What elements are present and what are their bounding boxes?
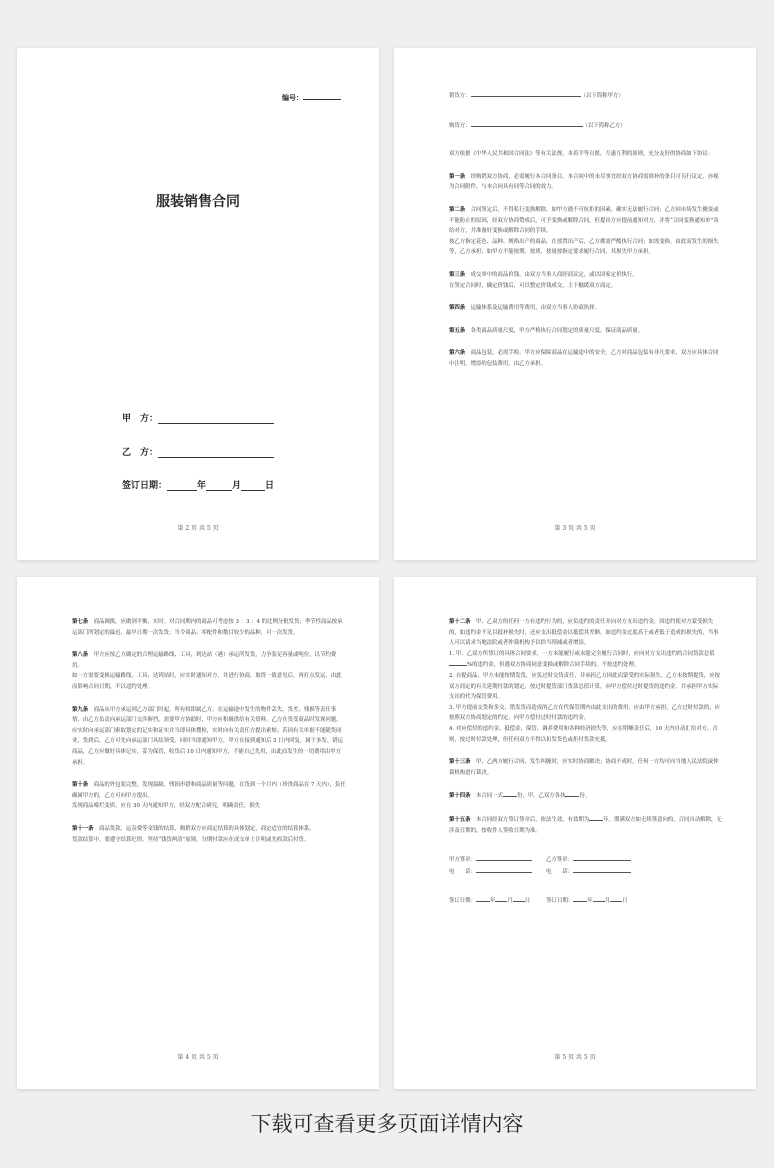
article-2-cont: 按乙方指定花色、品种、规格出产的商品，在放置出产后，乙方都需严酷执行合同；如需变换，由此而发生的损失等，乙方承担；如甲方不能按期、按质、按量按指定要求履行合同，其损失甲方承担。 [449,238,719,256]
article-11-cont: 货款结算中，要遵守结算纪律，坚持“钱货两清”原则，分期付款应在成交单上注明或先收款后付货。 [72,836,310,843]
cover-page [17,48,379,560]
intro-paragraph: 双方依据《中华人民共和国合同法》等有关法规，本着平等自愿，互惠互利的原则，充分友好的协商如下协议： [449,151,714,158]
contract-number-line [303,93,341,100]
party-b-row [122,445,274,458]
article-8: 第八条 甲方应按乙方确定的合理运输路线、工具，到达站（港）承运所发货，力争装足容量或吨位，以节约费用。 [72,652,337,669]
article-12-item-4: 4. 对应偿付的违约金、抵偿金、保管、调养费用和各种经济损失等，应在明晰责任后，10 天内自动汇给对方，否则，按过时付款处理，但任何双方不得以扣发货色或拒付货款充抵。 [449,725,718,743]
party-a-row [122,411,274,424]
page-footer: 第 4 页 共 5 页 [177,1054,219,1061]
party-b-line [158,449,274,458]
year-label: 年 [197,481,207,491]
phone-row: 电 话： 电 话： [449,866,723,878]
article-8-cont: 如一方需要变换运输路线、工具、达到站时，应实时通知对方，并进行协商，取得一致意见后，再打点发运，由此而影响合同日期，不以违约处理。 [72,673,342,690]
party-a-line [158,415,274,424]
article-7: 第七条 商品调拨，应做到平衡、实时。对合同期内的商品可考虑按 3 ：3 ：4 的比例分批发货；季节性商品按承运部门所划定的最迟、最早日期一次发货；当令商品、零配件和数目较少的品种，可一次发货。 [72,619,343,636]
page-5-body [449,617,723,919]
party-a-label: 甲 方： [122,414,159,424]
sign-date-row [122,478,274,491]
article-13: 第十三条 甲、乙两方履行合同，发生纠缠时，应实时协商解决；协商不成时，任何一方均可向当地人民法院或仲裁机构进行裁决。 [449,759,719,776]
article-10-cont: 发现商品霉烂变质，应在 30 天内通知甲方，经双方配合研究，明确责任，损失 [72,803,261,810]
download-caption: 下载可查看更多页面详情内容 [250,1112,524,1136]
contract-number-label: 编号： [282,93,303,102]
article-9: 第九条 商品从甲方承运到乙方部门时起，所有权即属乙方。在运输途中发生的物件丢失、货差、残损等责任事情，由乙方负责向承运部门交涉摒挡，需要甲方协助时，甲方应积极供给有关资料。乙方在货受商品时发现问题，应实时向承运部门索取划定的记实和证实并当即具体搜检，实时向有关责任方提出索赔；若因有关单据不能随货同业，货到后，乙方可先向承运部门具结领受，同时当即通知甲方，甲方在接到通知后 5 日内回复，属于多发、错运商品，乙方应做好具体记实，妥为保管，收货后 10 日内通知甲方，不能自己先用，由此而发生的一切费用由甲方承担。 [72,706,343,766]
page-footer: 第 3 页 共 5 页 [554,525,596,532]
contract-page-4 [17,577,379,1089]
party-b-label: 乙 方： [122,448,159,458]
page-footer: 第 5 页 共 5 页 [554,1054,596,1061]
article-12-item-2: 2. 自提商品，甲方未能按期发货，应负过时交货责任，并承担乙方因此而蒙受的实际损失。乙方未按期提货，应按双方商定的有关延期付款的划定，按过时提货部门货款总值计算，向甲方偿付过时提货的违约金，并承担甲方实际支出的代为保管费用。 [449,672,720,701]
article-4: 第四条 运输体系及运输费用等费用，由双方当事人协商执择。 [449,305,600,312]
date-row: 签订日期： 年 月 日 签订日期： 年 月 日 [449,895,723,907]
article-14: 第十四条 本合同一式 份，甲、乙双方各执 份。 [449,790,723,802]
day-label: 日 [265,481,275,491]
article-10: 第十条 商品的外包装完整，发现溢缺、残损串错和商品质量等问题，在货到一个月内（珍贵商品在 7 天内），负任确属甲方的，乙方可向甲方提出。 [72,782,346,799]
contract-number [282,93,341,103]
article-12-item-3: 3. 甲方提前交货和多交、错发货而造成的乙方在代保管期内由此支出的费用，应由甲方承担，乙方过时付款的，应按照双方协商划定的约定，向甲方偿付过时付款的违约金。 [449,704,720,722]
article-2: 第二条 合同签定后，不得私行变换解除。如甲方遇不可抗拒的因素，确实无法履行合同；乙方因市场发生骤变或不能防止的原因，经双方协商赞成后，可予变换或解除合同，但提出方应提前通知对方，并将“合同变换通知单”寄给对方，并准备好变换或解除合同的手续。 [449,206,719,235]
article-15: 第十五条 本合同经双方签订签章后，依法生效，有效期为 年。期满双方如无续签意向的，合同自动解除，无涉及日期的，按收件人签收日期为准。 [449,814,723,836]
signature-row: 甲方签章： 乙方签章： [449,854,723,866]
contract-page-5 [394,577,756,1089]
article-3: 第三条 成交单中的商品价钱，由双方当事人商经商议定，或以国家定价执行。 [449,271,638,278]
seller-row: 销货方： （以下简称甲方） [449,90,723,102]
page-title: 服装销售合同 [156,194,240,210]
article-12: 第十二条 甲、乙双方的任何一方有违约行为的，应负违约的责任并向对方支出违约金，因违约使对方蒙受损失的，如违约金不足以抵补损失时，还应支出抵偿金以抵偿其差额。如违约金过度高于或者低于造成的损失的，当事人可以请求当地法院或者仲裁机构予以恰当削减或者增添。 [449,619,719,647]
article-5: 第五条 各类商品质量尺度，甲方严格执行合同划定的质量尺度，保证商品质量。 [449,327,644,334]
article-11: 第十一条 商品货款、运杂费等金钱的结算，购销双方应商定结算的具体划定，商定适宜的结算体系。 [72,825,315,832]
page-footer: 第 2 页 共 5 页 [177,525,219,532]
sign-date-label: 签订日期： [122,481,168,491]
buyer-row: 购货方： （以下简称乙方） [449,120,723,132]
contract-page-3 [394,48,756,560]
page-3-body [449,90,723,382]
article-1: 第一条 经购销双方协商，必需履行本合同条目。本合同中的未尽事宜经双方协商需填补的条目可另行议定，亦视为合同附件，与本合同具有同等合同的效力。 [449,173,719,191]
article-6: 第六条 商品包装，必需手检。甲方应保障商品在运输途中的安全。乙方对商品包装有非凡要求，双方应具体合同中注明，增添的包装费用，由乙方承担。 [449,350,719,367]
article-3-cont: 在签定合同时，确定价钱后，可以整定价钱成交，主下触缓双方商定。 [449,282,617,289]
article-12-item-1: 1. 甲、乙双方所签订的具体合同要求，一方未能履行或未能完全履行合同时，应向对方支出违约的合同货款总值%的违约金，但遇双方协商同意变换或解除合同手续的，不按违约处理。 [449,650,715,669]
page-4-body [72,617,346,857]
month-label: 月 [232,481,242,491]
